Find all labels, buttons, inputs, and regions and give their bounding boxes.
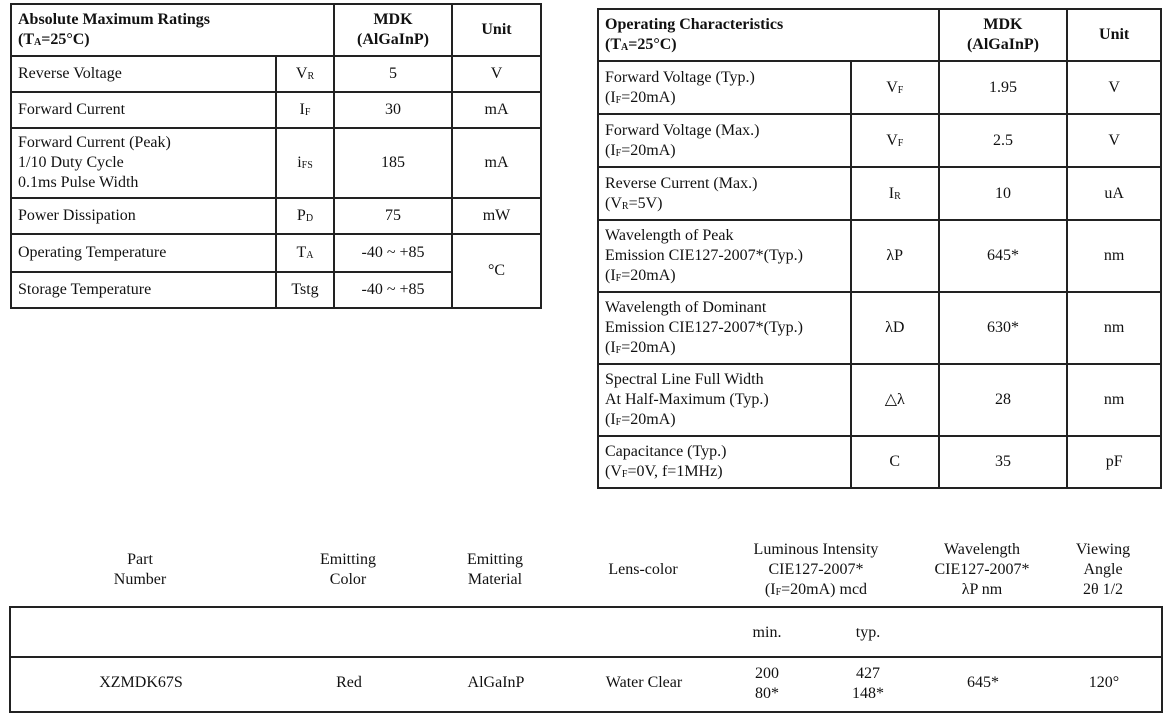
emitting-material-header: Emitting Material bbox=[467, 551, 523, 588]
emitting-color-header: Emitting Color bbox=[320, 551, 376, 588]
symbol-cell: C bbox=[851, 436, 939, 488]
amr-unit-header: Unit bbox=[452, 4, 541, 56]
typ-values-cell: 427 148* bbox=[852, 665, 884, 702]
table-row bbox=[598, 292, 1161, 364]
table-row bbox=[598, 114, 1161, 167]
param-cell: Storage Temperature bbox=[11, 272, 276, 308]
amr-title: Absolute Maximum Ratings bbox=[18, 11, 211, 28]
param-cell: Forward Current (Peak) 1/10 Duty Cycle 0.1ms Pulse Width bbox=[11, 128, 276, 198]
param-cell: Forward Voltage (Typ.) $(I_F=20mA)$ bbox=[598, 61, 851, 114]
param-cell: Forward Current bbox=[11, 92, 276, 128]
parts-table-body bbox=[9, 606, 1163, 713]
oc-condition: $(T_A=25^\circ C)$ bbox=[605, 36, 677, 53]
amr-condition: $(T_A=25^\circ C)$ bbox=[18, 31, 90, 48]
unit-cell: °C bbox=[452, 234, 541, 308]
amr-header-row bbox=[11, 4, 541, 56]
table-row bbox=[11, 128, 541, 198]
color-cell: Red bbox=[336, 674, 362, 691]
table-row bbox=[598, 436, 1161, 488]
symbol-cell: $i_{FS}$ bbox=[276, 128, 334, 198]
param-cell: Reverse Current (Max.) $(V_R=5V)$ bbox=[598, 167, 851, 220]
value-cell: 1.95 bbox=[939, 61, 1068, 114]
param-cell: Reverse Voltage bbox=[11, 56, 276, 92]
oc-title: Operating Characteristics bbox=[605, 16, 784, 33]
unit-cell: mW bbox=[452, 198, 541, 234]
symbol-cell: △λ bbox=[851, 364, 939, 436]
unit-cell: V bbox=[1067, 61, 1161, 114]
value-cell: 30 bbox=[334, 92, 452, 128]
table-row bbox=[598, 220, 1161, 292]
param-cell: Operating Temperature bbox=[11, 234, 276, 272]
value-cell: 10 bbox=[939, 167, 1068, 220]
wavelength-header: Wavelength CIE127-2007* λP nm bbox=[934, 541, 1030, 598]
table-row bbox=[598, 167, 1161, 220]
value-cell: -40 ~ +85 bbox=[334, 272, 452, 308]
value-cell: 5 bbox=[334, 56, 452, 92]
value-cell: 2.5 bbox=[939, 114, 1068, 167]
oc-title-cell bbox=[598, 9, 939, 61]
row-divider bbox=[11, 656, 1161, 658]
unit-cell: pF bbox=[1067, 436, 1161, 488]
symbol-cell: $T_A$ bbox=[276, 234, 334, 272]
part-number-header: Part Number bbox=[113, 551, 167, 588]
unit-cell: mA bbox=[452, 92, 541, 128]
wavelength-cell: 645* bbox=[967, 674, 999, 691]
value-cell: 630* bbox=[939, 292, 1068, 364]
unit-cell: nm bbox=[1067, 220, 1161, 292]
min-subheader: min. bbox=[752, 624, 782, 641]
viewing-angle-cell: 120° bbox=[1088, 674, 1120, 691]
part-number-cell: XZMDK67S bbox=[99, 674, 183, 691]
param-cell: Capacitance (Typ.) ($V_F=0V$, f=1MHz) bbox=[598, 436, 851, 488]
oc-unit-header: Unit bbox=[1067, 9, 1161, 61]
absolute-max-ratings-table bbox=[10, 3, 542, 309]
symbol-cell: $I_R$ bbox=[851, 167, 939, 220]
value-cell: -40 ~ +85 bbox=[334, 234, 452, 272]
parts-table-header bbox=[10, 532, 1160, 608]
lens-color-header: Lens-color bbox=[608, 561, 678, 578]
table-row bbox=[11, 56, 541, 92]
symbol-cell: Tstg bbox=[276, 272, 334, 308]
table-row bbox=[598, 364, 1161, 436]
value-cell: 75 bbox=[334, 198, 452, 234]
param-cell: Spectral Line Full Width At Half-Maximum (Typ.) $(I_F=20mA)$ bbox=[598, 364, 851, 436]
symbol-cell: $P_D$ bbox=[276, 198, 334, 234]
amr-mdk-header: MDK (AlGaInP) bbox=[334, 4, 452, 56]
param-cell: Wavelength of Dominant Emission CIE127-2007*(Typ.) $(I_F=20mA)$ bbox=[598, 292, 851, 364]
value-cell: 645* bbox=[939, 220, 1068, 292]
material-cell: AlGaInP bbox=[467, 674, 525, 691]
oc-mdk-header: MDK (AlGaInP) bbox=[939, 9, 1068, 61]
symbol-cell: λD bbox=[851, 292, 939, 364]
unit-cell: V bbox=[452, 56, 541, 92]
oc-header-row bbox=[598, 9, 1161, 61]
symbol-cell: $V_R$ bbox=[276, 56, 334, 92]
unit-cell: nm bbox=[1067, 292, 1161, 364]
symbol-cell: $V_F$ bbox=[851, 114, 939, 167]
table-row bbox=[11, 198, 541, 234]
unit-cell: uA bbox=[1067, 167, 1161, 220]
table-row bbox=[598, 61, 1161, 114]
amr-title-cell bbox=[11, 4, 334, 56]
param-cell: Forward Voltage (Max.) $(I_F=20mA)$ bbox=[598, 114, 851, 167]
lens-cell: Water Clear bbox=[605, 674, 683, 691]
viewing-angle-header: Viewing Angle 2θ 1/2 bbox=[1075, 541, 1131, 598]
min-values-cell: 200 80* bbox=[755, 665, 779, 702]
luminous-intensity-header: Luminous Intensity CIE127-2007* $(I_F=20mA)$ mcd bbox=[753, 541, 879, 598]
unit-cell: V bbox=[1067, 114, 1161, 167]
symbol-cell: $I_F$ bbox=[276, 92, 334, 128]
value-cell: 35 bbox=[939, 436, 1068, 488]
typ-subheader: typ. bbox=[855, 624, 881, 641]
value-cell: 28 bbox=[939, 364, 1068, 436]
unit-cell: mA bbox=[452, 128, 541, 198]
symbol-cell: $V_F$ bbox=[851, 61, 939, 114]
param-cell: Wavelength of Peak Emission CIE127-2007*(Typ.) $(I_F=20mA)$ bbox=[598, 220, 851, 292]
table-row bbox=[11, 234, 541, 272]
value-cell: 185 bbox=[334, 128, 452, 198]
unit-cell: nm bbox=[1067, 364, 1161, 436]
param-cell: Power Dissipation bbox=[11, 198, 276, 234]
symbol-cell: λP bbox=[851, 220, 939, 292]
table-row bbox=[11, 92, 541, 128]
operating-characteristics-table bbox=[597, 8, 1162, 489]
